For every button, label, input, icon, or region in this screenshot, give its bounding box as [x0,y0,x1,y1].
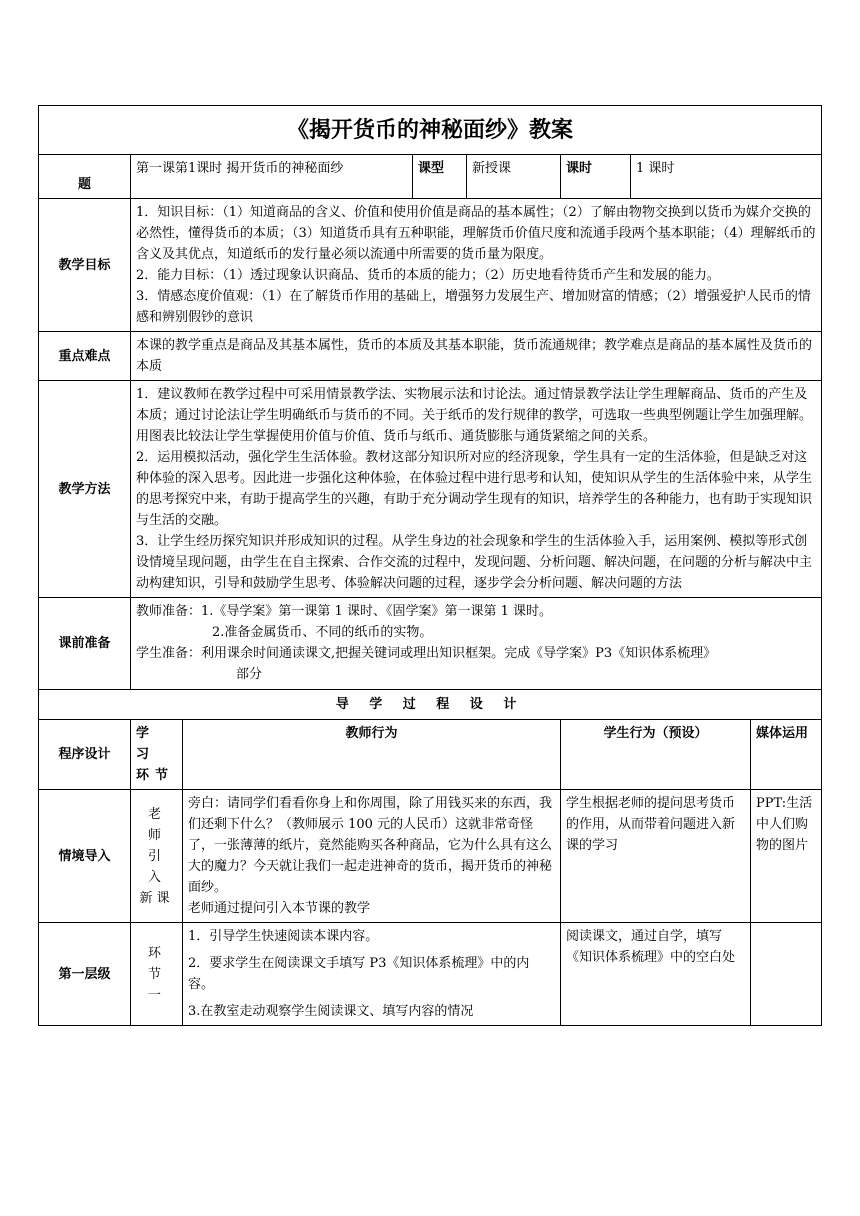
col-stage: 学 习 环节 [131,720,183,790]
process-row-intro [39,790,822,923]
methods-row [39,381,822,598]
row-level1-teacher-text-2: 2．要求学生在阅读课文手填写 P3《知识体系梳理》中的内容。 [188,956,530,992]
topic-value: 第一课第1课时 揭开货币的神秘面纱 [131,155,413,199]
type-value: 新授课 [467,155,561,199]
topic-label: 题 [39,155,131,199]
objectives-content [131,199,822,332]
preparation-row [39,598,822,690]
column-header-row [39,720,822,790]
row-level1-teacher-text-3: 3.在教室走动观察学生阅读课文、填写内容的情况 [188,1004,474,1019]
row-level1-teacher-text-1: 1．引导学生快速阅读本课内容。 [188,929,379,944]
methods-content [131,381,822,598]
method-item-2: 2．运用模拟活动，强化学生生活体验。教材这部分知识所对应的经济现象，学生具有一定的生活体验，但是缺乏对这种体验的深入思考。因此进一步强化这种体验，在体验过程中进行思考和认知，使知识从学生的生活体验中来，从学生的思考探究中来，有助于提高学生的兴趣，有助于充分调动学生现有的知识，培养学生的各种能力，也有助于实现知识与生活的交融。 [136,450,813,528]
type-label: 课型 [413,155,467,199]
process-header-row [39,690,822,720]
process-header: 导 学 过 程 设 计 [39,690,822,720]
col-procedure: 程序设计 [39,720,131,790]
row-intro-stage: 老 师 引 入 新课 [131,790,183,923]
row-intro-teacher-text-1: 旁白：请同学们看看你身上和你周围，除了用钱买来的东西，我们还剩下什么？（教师展示 100 元的人民币）这就非常奇怪了，一张薄薄的纸片，竟然能购买各种商品，它为什么具有这么大的魔力？今天就让我们一起走进神奇的货币，揭开货币的神秘面纱。 [188,796,553,895]
method-item-3: 3．让学生经历探究知识并形成知识的过程。从学生身边的社会现象和学生的生活体验入手，运用案例、模拟等形式创设情境呈现问题，由学生在自主探索、合作交流的过程中，发现问题、分析问题、解决问题，在问题的分析与解决中主动构建知识，引导和鼓励学生思考、体验解决问题的过程，逐步学会分析问题、解决问题的方法 [136,534,813,591]
row-level1-teacher [183,923,561,1026]
objective-emotion: 3．情感态度价值观：（1）在了解货币作用的基础上，增强努力发展生产、增加财富的情感；（2）增强爱护人民币的情感和辨别假钞的意识 [136,289,811,325]
lesson-plan-table [38,105,822,1026]
key-points-row [39,332,822,381]
row-intro-teacher-text-2: 老师通过提问引入本节课的教学 [188,901,371,916]
teacher-prep-line-2: 2.准备金属货币、不同的纸币的实物。 [212,625,433,640]
document-title: 《揭开货币的神秘面纱》教案 [39,106,822,155]
key-points-content: 本课的教学重点是商品及其基本属性，货币的本质及其基本职能，货币流通规律；教学难点是商品的基本属性及货币的本质 [131,332,822,381]
teacher-prep-line-1: 教师准备：1.《导学案》第一课第 1 课时、《固学案》第一课第 1 课时。 [136,604,552,619]
title-row [39,106,822,155]
lesson-plan-page [38,105,821,1026]
row-level1-procedure: 第一层级 [39,923,131,1026]
student-prep-line-1: 学生准备：利用课余时间通读课文,把握关键词或理出知识框架。完成《导学案》P3《知识体系梳理》 [136,646,717,661]
col-student: 学生行为（预设） [561,720,751,790]
header-row [39,155,822,199]
objective-ability: 2．能力目标：（1）透过现象认识商品、货币的本质的能力；（2）历史地看待货币产生和发展的能力。 [136,268,720,283]
row-intro-procedure: 情境导入 [39,790,131,923]
objectives-row [39,199,822,332]
col-teacher: 教师行为 [183,720,561,790]
col-media: 媒体运用 [751,720,822,790]
key-points-label: 重点难点 [39,332,131,381]
methods-label: 教学方法 [39,381,131,598]
row-level1-stage: 环 节 一 [131,923,183,1026]
row-intro-teacher [183,790,561,923]
row-intro-student: 学生根据老师的提问思考货币的作用，从而带着问题进入新课的学习 [561,790,751,923]
method-item-1: 1．建议教师在教学过程中可采用情景教学法、实物展示法和讨论法。通过情景教学法让学生理解商品、货币的产生及本质；通过讨论法让学生明确纸币与货币的不同。关于纸币的发行规律的教学，可选取一些典型例题让学生加强理解。用图表比较法让学生掌握使用价值与价值、货币与纸币、通货膨胀与通货紧缩之间的关系。 [136,387,813,444]
row-level1-student: 阅读课文，通过自学，填写《知识体系梳理》中的空白处 [561,923,751,1026]
student-prep-line-2: 部分 [236,667,263,682]
hours-label: 课时 [561,155,631,199]
row-level1-media [751,923,822,1026]
preparation-label: 课前准备 [39,598,131,690]
preparation-content [131,598,822,690]
process-row-level-1 [39,923,822,1026]
row-intro-media: PPT:生活中人们购物的图片 [751,790,822,923]
hours-value: 1 课时 [631,155,822,199]
objectives-label: 教学目标 [39,199,131,332]
objective-knowledge: 1．知识目标：（1）知道商品的含义、价值和使用价值是商品的基本属性；（2）了解由物物交换到以货币为媒介交换的必然性，懂得货币的本质；（3）知道货币具有五种职能，理解货币价值尺度和流通手段两个基本职能；（4）理解纸币的含义及其优点，知道纸币的发行量必须以流通中所需要的货币量为限度。 [136,205,816,262]
